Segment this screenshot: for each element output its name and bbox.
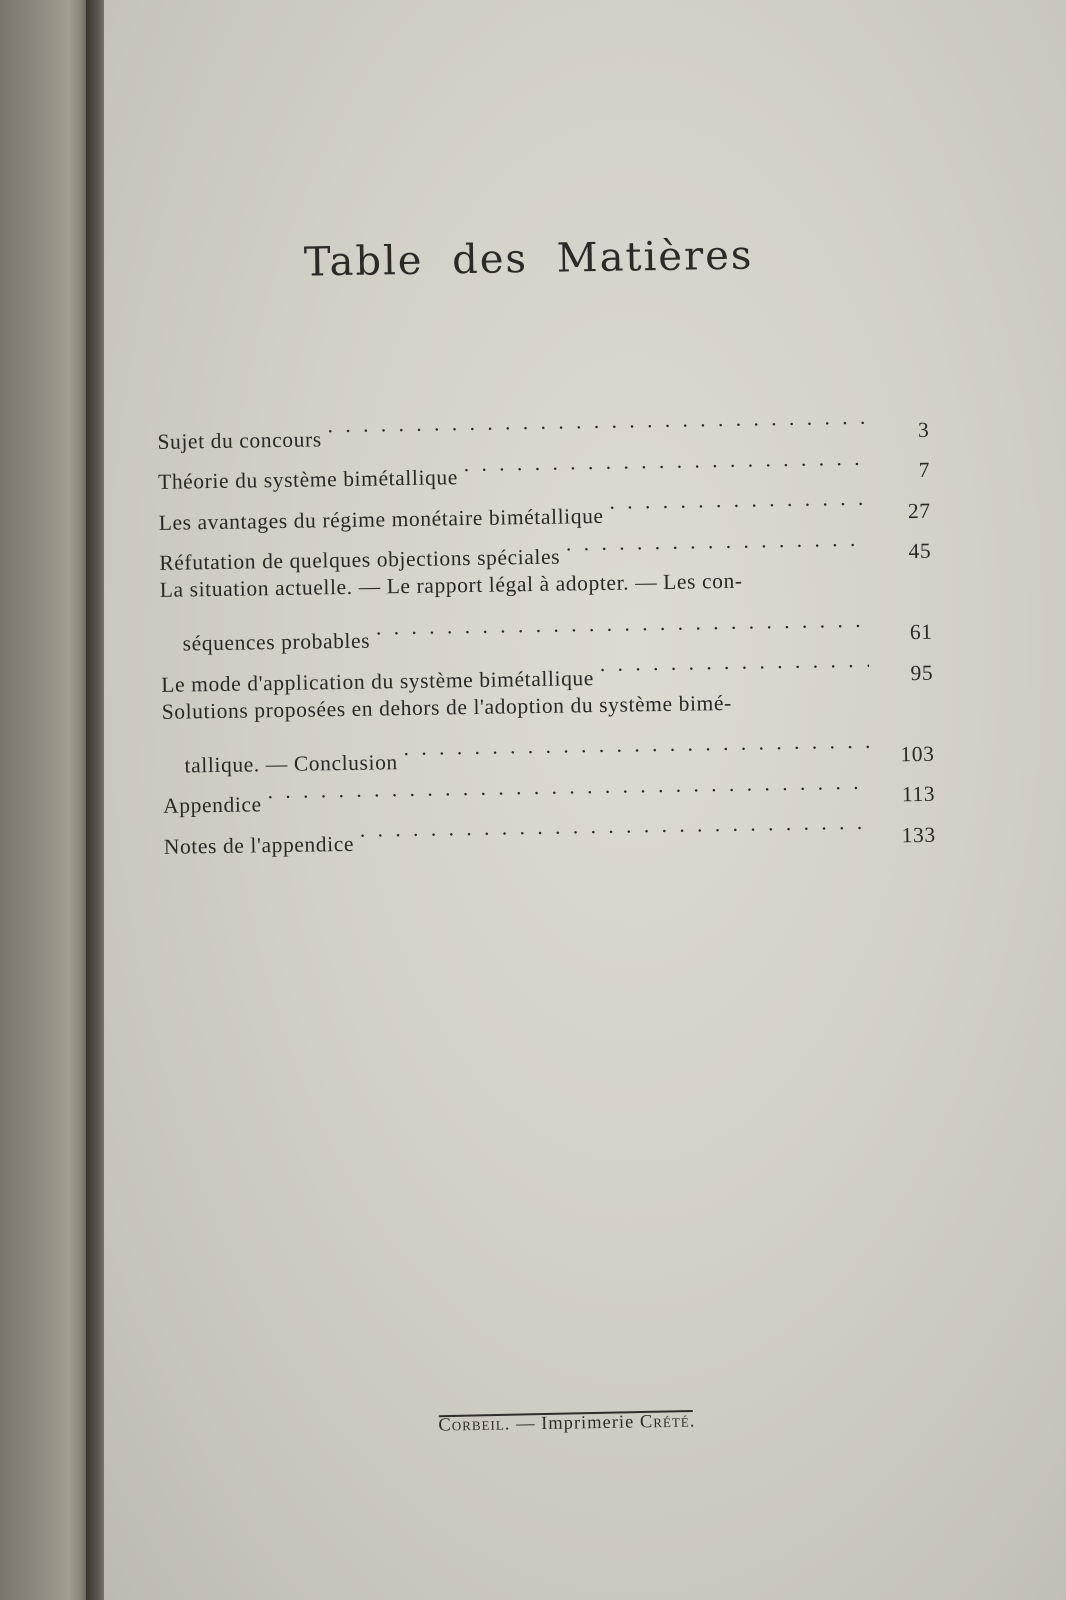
toc-entry-label-continued: séquences probables: [182, 628, 371, 656]
table-of-contents: [157, 396, 936, 859]
page-content: [95, 0, 1066, 1600]
dot-leader: [609, 478, 867, 523]
imprint-printer-name: Crété.: [639, 1411, 696, 1433]
left-page-edge: [0, 0, 92, 1600]
toc-entry-label: Sujet du concours: [157, 426, 322, 454]
dot-leader: [566, 518, 868, 563]
toc-entry-page: 133: [901, 822, 936, 847]
toc-entry-page: 3: [917, 417, 930, 442]
toc-entry-page: 113: [901, 781, 936, 807]
page-title: Table des Matières: [303, 232, 754, 286]
toc-entry-label: Appendice: [162, 792, 262, 818]
toc-entry-label: Notes de l'appendice: [163, 831, 355, 859]
toc-entry-label: La situation actuelle. — Le rapport légal à adopter. — Les con-: [159, 568, 743, 602]
dot-leader: [599, 640, 869, 685]
toc-entry-page: 61: [909, 619, 933, 645]
toc-entry-label: Théorie du système bimétallique: [157, 465, 459, 494]
dot-leader: [463, 437, 866, 484]
imprint-city: Corbeil.: [438, 1414, 511, 1436]
toc-entry-page: 95: [910, 660, 934, 685]
toc-entry-label: Le mode d'application du système bimétallique: [161, 665, 595, 697]
printer-imprint: [317, 1410, 817, 1439]
book-page: [104, 0, 1066, 1600]
toc-entry-label: Réfutation de quelques objections spéciales: [159, 544, 561, 575]
dot-leader: [359, 802, 871, 851]
toc-entry-page: 103: [900, 741, 935, 766]
toc-entry-page: 45: [908, 538, 932, 564]
toc-entry-page: 7: [918, 457, 931, 482]
imprint-printer-prefix: Imprimerie: [540, 1412, 635, 1434]
imprint-separator: —: [515, 1414, 536, 1435]
toc-entry-label-continued: tallique. — Conclusion: [184, 749, 398, 778]
toc-entry-label: Les avantages du régime monétaire bimétallique: [158, 503, 604, 535]
toc-entry-page: 27: [907, 498, 931, 523]
toc-entry-label: Solutions proposées en dehors de l'adoption du système bimé-: [161, 690, 732, 724]
